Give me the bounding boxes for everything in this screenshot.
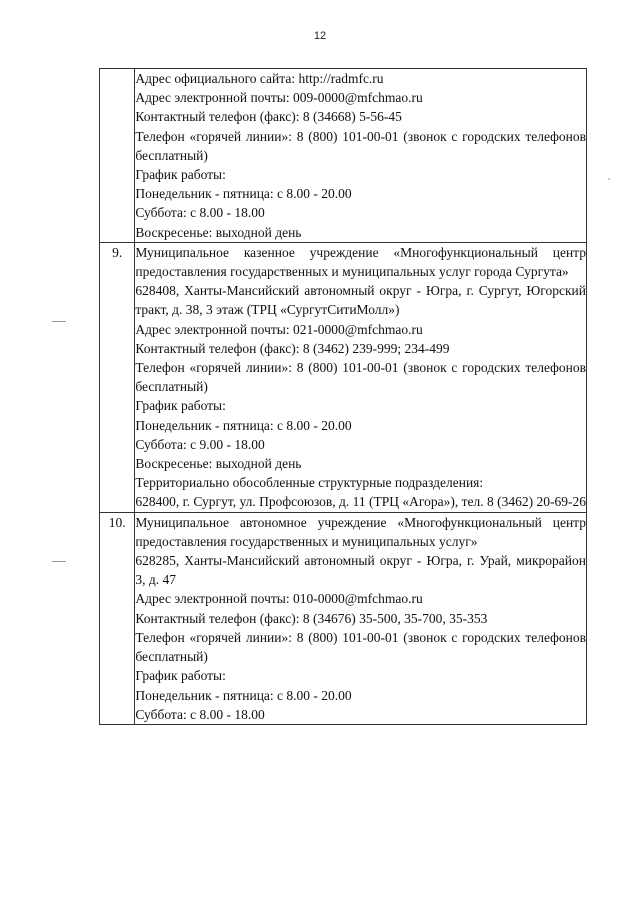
email-line: Адрес электронной почты: 021-0000@mfchmao.ru: [135, 321, 423, 337]
branch-address: 628400, г. Сургут, ул. Профсоюзов, д. 11 (ТРЦ «Агора»), тел. 8 (3462) 20-69-26: [135, 494, 586, 510]
schedule-weekdays: Понедельник - пятница: с 8.00 - 20.00: [135, 186, 352, 202]
phone-line: Контактный телефон (факс): 8 (3462) 239-999; 234-499: [135, 340, 450, 356]
institutions-table: [99, 68, 587, 725]
schedule-saturday: Суббота: с 8.00 - 18.00: [135, 706, 265, 722]
schedule-sunday: Воскресенье: выходной день: [135, 456, 302, 472]
branches-heading: Территориально обособленные структурные подразделения:: [135, 475, 484, 491]
row-number: 10.: [100, 512, 135, 724]
schedule-heading: График работы:: [135, 668, 226, 684]
hotline-line: Телефон «горячей линии»: 8 (800) 101-00-01 (звонок с городских телефонов бесплатный): [135, 629, 586, 665]
hotline-line: Телефон «горячей линии»: 8 (800) 101-00-01 (звонок с городских телефонов бесплатный): [135, 360, 586, 395]
margin-mark: [52, 321, 66, 322]
margin-dot: [608, 178, 610, 180]
table-row: [100, 242, 587, 512]
schedule-heading: График работы:: [135, 167, 226, 183]
hotline-line: Телефон «горячей линии»: 8 (800) 101-00-01 (звонок с городских телефонов бесплатный): [135, 128, 586, 163]
schedule-weekdays: Понедельник - пятница: с 8.00 - 20.00: [135, 417, 352, 433]
page-number: 12: [313, 30, 327, 42]
website-line: Адрес официального сайта: http://radmfc.ru: [135, 71, 384, 86]
row-content: [135, 69, 587, 243]
row-content: [135, 512, 587, 724]
email-line: Адрес электронной почты: 010-0000@mfchmao.ru: [135, 591, 423, 607]
phone-line: Контактный телефон (факс): 8 (34676) 35-500, 35-700, 35-353: [135, 610, 488, 626]
table-row: [100, 512, 587, 724]
schedule-saturday: Суббота: с 8.00 - 18.00: [135, 205, 265, 221]
row-number: 9.: [100, 242, 135, 512]
schedule-heading: График работы:: [135, 398, 226, 414]
schedule-sunday: Воскресенье: выходной день: [135, 224, 302, 240]
address-line: 628408, Ханты-Мансийский автономный округ - Югра, г. Сургут, Югорский тракт, д. 38, 3 этаж (ТРЦ «СургутСитиМолл»): [135, 283, 586, 318]
table-row: [100, 69, 587, 243]
row-content: [135, 242, 587, 512]
row-number: [100, 69, 135, 243]
institution-name: Муниципальное казенное учреждение «Многофункциональный центр предоставления государственных и муниципальных услуг города Сургута»: [135, 244, 586, 280]
address-line: 628285, Ханты-Мансийский автономный округ - Югра, г. Урай, микрорайон 3, д. 47: [135, 553, 586, 588]
email-line: Адрес электронной почты: 009-0000@mfchmao.ru: [135, 90, 423, 106]
institution-name: Муниципальное автономное учреждение «Многофункциональный центр предоставления государственных и муниципальных услуг»: [135, 514, 586, 549]
phone-line: Контактный телефон (факс): 8 (34668) 5-56-45: [135, 109, 402, 125]
schedule-saturday: Суббота: с 9.00 - 18.00: [135, 436, 265, 452]
margin-mark: [52, 561, 66, 562]
schedule-weekdays: Понедельник - пятница: с 8.00 - 20.00: [135, 687, 352, 703]
